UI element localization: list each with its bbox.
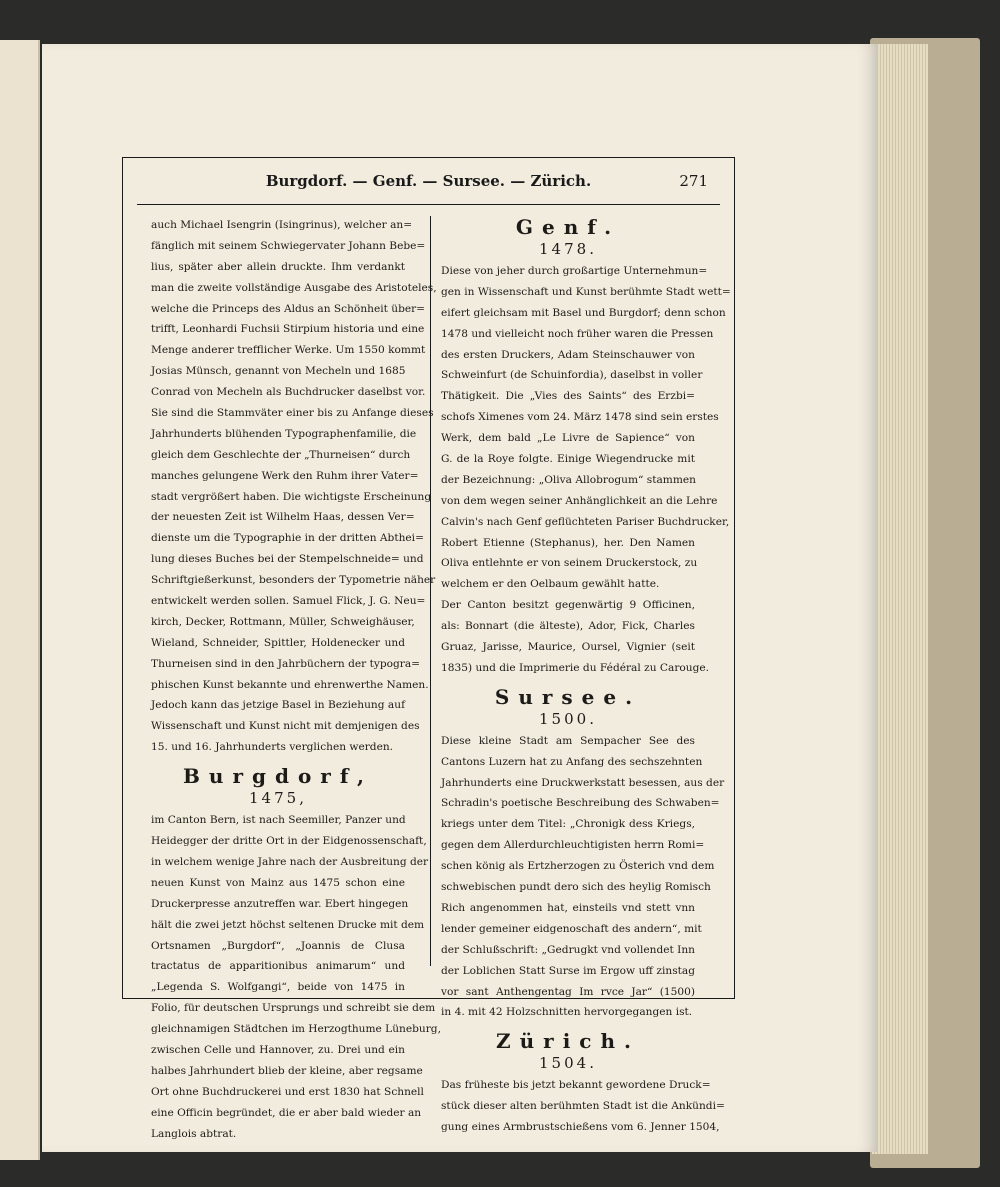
text-line: gegen dem Allerdurchleuchtigisten herrn Romi= xyxy=(441,839,705,852)
text-line: Ortsnamen „Burgdorf“, „Joannis de Clusa xyxy=(151,939,405,952)
text-line: Der Canton besitzt gegenwärtig 9 Officinen, xyxy=(441,599,695,612)
text-line: Jahrhunderts blühenden Typographenfamilie, die xyxy=(151,427,417,440)
text-line: 1835) und die Imprimerie du Fédéral zu Carouge. xyxy=(441,661,710,674)
sursee-paragraph xyxy=(441,731,725,1023)
text-line: gen in Wissenschaft und Kunst berühmte Stadt wett= xyxy=(441,285,731,298)
text-line: Josias Münsch, genannt von Mecheln und 1685 xyxy=(151,365,406,378)
text-line: Oliva entlehnte er von seinem Druckerstock, zu xyxy=(441,557,698,570)
text-line: schwebischen pundt dero sich des heylig Romisch xyxy=(441,881,711,894)
text-line: Folio, für deutschen Ursprungs und schreibt sie dem xyxy=(151,1002,436,1015)
text-line: Gruaz, Jarisse, Maurice, Oursel, Vignier (seit xyxy=(441,641,695,654)
text-line: Jedoch kann das jetzige Basel in Beziehung auf xyxy=(151,699,405,712)
text-line: der Loblichen Statt Surse im Ergow uff zinstag xyxy=(441,964,695,977)
page-edges xyxy=(872,44,928,1154)
text-line: des ersten Druckers, Adam Steinschauwer von xyxy=(441,348,695,361)
text-line: Thätigkeit. Die „Vies des Saints“ des Erzbi= xyxy=(441,390,695,403)
text-line: neuen Kunst von Mainz aus 1475 schon eine xyxy=(151,876,405,889)
text-line: auch Michael Isengrin (Isingrinus), welcher an= xyxy=(151,219,413,231)
text-line: im Canton Bern, ist nach Seemiller, Panzer und xyxy=(151,814,406,827)
text-line: Das früheste bis jetzt bekannt gewordene Druck= xyxy=(441,1079,711,1092)
text-line: welchem er den Oelbaum gewählt hatte. xyxy=(441,578,660,591)
text-line: der Schlußschrift: „Gedrugkt vnd vollendet Inn xyxy=(441,943,695,956)
text-line: der Bezeichnung: „Oliva Allobrogum“ stammen xyxy=(441,473,696,486)
text-line: Schriftgießerkunst, besonders der Typometrie näher xyxy=(151,574,436,587)
text-line: Langlois abtrat. xyxy=(151,1127,237,1140)
text-line: vor sant Anthengentag Im rvce Jar“ (1500) xyxy=(441,985,695,998)
text-line: schofs Ximenes vom 24. März 1478 sind sein erstes xyxy=(441,411,719,424)
text-line: in 4. mit 42 Holzschnitten hervorgegangen ist. xyxy=(441,1006,693,1019)
text-line: „Legenda S. Wolfgangi“, beide von 1475 in xyxy=(151,981,405,994)
text-line: halbes Jahrhundert blieb der kleine, aber regsame xyxy=(151,1064,423,1077)
text-line: trifft, Leonhardi Fuchsii Stirpium historia und eine xyxy=(151,323,425,336)
text-line: phischen Kunst bekannte und ehrenwerthe Namen. xyxy=(151,678,429,691)
text-line: Menge anderer trefflicher Werke. Um 1550 kommt xyxy=(151,344,426,357)
text-line: gleichnamigen Städtchen im Herzogthume Lüneburg, xyxy=(151,1023,441,1036)
burgdorf-paragraph xyxy=(151,810,441,1144)
text-line: als: Bonnart (die älteste), Ador, Fick, Charles xyxy=(441,620,695,633)
text-line: Conrad von Mecheln als Buchdrucker daselbst vor. xyxy=(151,386,426,399)
text-frame xyxy=(122,157,735,1140)
text-line: Diese von jeher durch großartige Unternehmun= xyxy=(441,265,708,277)
text-line: kriegs unter dem Titel: „Chronigk dess Kriegs, xyxy=(441,818,695,831)
text-line: Cantons Luzern hat zu Anfang des sechszehnten xyxy=(441,755,703,768)
section-year-sursee: 1500. xyxy=(539,709,597,728)
text-line: 1478 und vielleicht noch früher waren die Pressen xyxy=(441,327,714,340)
text-line: Jahrhunderts eine Druckwerkstatt besessen, aus der xyxy=(441,776,725,789)
text-line: schen könig als Ertzherzogen zu Österich vnd dem xyxy=(441,860,715,873)
text-line: Wissenschaft und Kunst nicht mit demjenigen des xyxy=(151,720,420,733)
section-title-burgdorf: Burgdorf, xyxy=(183,764,373,789)
text-line: Thurneisen sind in den Jahrbüchern der typogra= xyxy=(151,657,421,670)
intro-paragraph xyxy=(151,215,437,758)
section-year-genf: 1478. xyxy=(539,240,597,258)
text-line: lung dieses Buches bei der Stempelschneide= und xyxy=(151,553,424,566)
text-line: manches gelungene Werk den Ruhm ihrer Vater= xyxy=(151,469,419,482)
text-line: dienste um die Typographie in der dritten Abthei= xyxy=(151,532,424,545)
section-title-sursee: Sursee. xyxy=(494,684,642,709)
column-divider xyxy=(430,216,431,966)
text-line: Schradin's poetische Beschreibung des Schwaben= xyxy=(441,797,720,810)
right-column xyxy=(441,215,731,1138)
text-line: Calvin's nach Genf geflüchteten Pariser Buchdrucker, xyxy=(441,515,730,528)
text-line: in welchem wenige Jahre nach der Ausbreitung der xyxy=(151,855,429,868)
text-line: G. de la Roye folgte. Einige Wiegendrucke mit xyxy=(441,453,695,466)
text-line: Schweinfurt (de Schuinfordia), daselbst in voller xyxy=(441,369,703,382)
left-column xyxy=(151,215,441,1144)
text-line: eine Officin begründet, die er aber bald wieder an xyxy=(151,1106,422,1119)
section-title-genf: Genf. xyxy=(515,215,621,239)
text-line: stadt vergrößert haben. Die wichtigste Erscheinung xyxy=(151,490,432,503)
text-line: entwickelt werden sollen. Samuel Flick, J. G. Neu= xyxy=(151,595,426,608)
text-line: lius, später aber allein druckte. Ihm verdankt xyxy=(151,260,405,273)
section-year-burgdorf: 1475, xyxy=(249,789,307,808)
text-line: welche die Princeps des Aldus an Schönheit über= xyxy=(151,302,426,315)
text-line: Rich angenommen hat, einsteils vnd stett vnn xyxy=(441,901,695,914)
section-year-zurich: 1504. xyxy=(539,1054,597,1073)
text-line: Ort ohne Buchdruckerei und erst 1830 hat Schnell xyxy=(151,1085,424,1098)
text-line: hält die zwei jetzt höchst seltenen Drucke mit dem xyxy=(151,918,425,931)
running-head: Burgdorf. — Genf. — Sursee. — Zürich. xyxy=(265,172,592,190)
text-line: 15. und 16. Jahrhunderts verglichen werden. xyxy=(151,741,394,754)
text-line: eifert gleichsam mit Basel und Burgdorf; denn schon xyxy=(441,306,726,319)
text-line: gung eines Armbrustschießens vom 6. Jenner 1504, xyxy=(441,1121,720,1134)
header-rule xyxy=(137,204,720,205)
facing-page-edge xyxy=(0,40,40,1160)
text-line: der neuesten Zeit ist Wilhelm Haas, dessen Ver= xyxy=(151,511,415,524)
text-line: Wieland, Schneider, Spittler, Holdenecker und xyxy=(151,636,405,649)
text-line: fänglich mit seinem Schwiegervater Johann Bebe= xyxy=(151,239,426,252)
genf-paragraph xyxy=(441,261,731,679)
text-line: stück dieser alten berühmten Stadt ist die Ankündi= xyxy=(441,1100,725,1113)
text-line: Robert Etienne (Stephanus), her. Den Namen xyxy=(441,536,695,549)
text-line: lender gemeiner eidgenoschaft des andern“, mit xyxy=(441,922,702,935)
text-line: zwischen Celle und Hannover, zu. Drei und ein xyxy=(151,1043,405,1056)
zurich-paragraph xyxy=(441,1075,725,1138)
page-number: 271 xyxy=(679,172,708,190)
text-line: tractatus de apparitionibus animarum“ und xyxy=(151,960,405,973)
section-title-zurich: Zürich. xyxy=(496,1029,640,1054)
text-line: man die zweite vollständige Ausgabe des Aristoteles, xyxy=(151,281,437,294)
text-line: von dem wegen seiner Anhänglichkeit an die Lehre xyxy=(441,494,718,507)
text-line: kirch, Decker, Rottmann, Müller, Schweighäuser, xyxy=(151,615,415,628)
text-line: Werk, dem bald „Le Livre de Sapience“ von xyxy=(441,432,695,445)
text-line: Diese kleine Stadt am Sempacher See des xyxy=(441,734,695,747)
text-line: Heidegger der dritte Ort in der Eidgenossenschaft, xyxy=(151,835,427,848)
text-line: Sie sind die Stammväter einer bis zu Anfange dieses xyxy=(151,407,434,420)
text-line: gleich dem Geschlechte der „Thurneisen“ durch xyxy=(151,448,411,461)
text-line: Druckerpresse anzutreffen war. Ebert hingegen xyxy=(151,897,409,910)
